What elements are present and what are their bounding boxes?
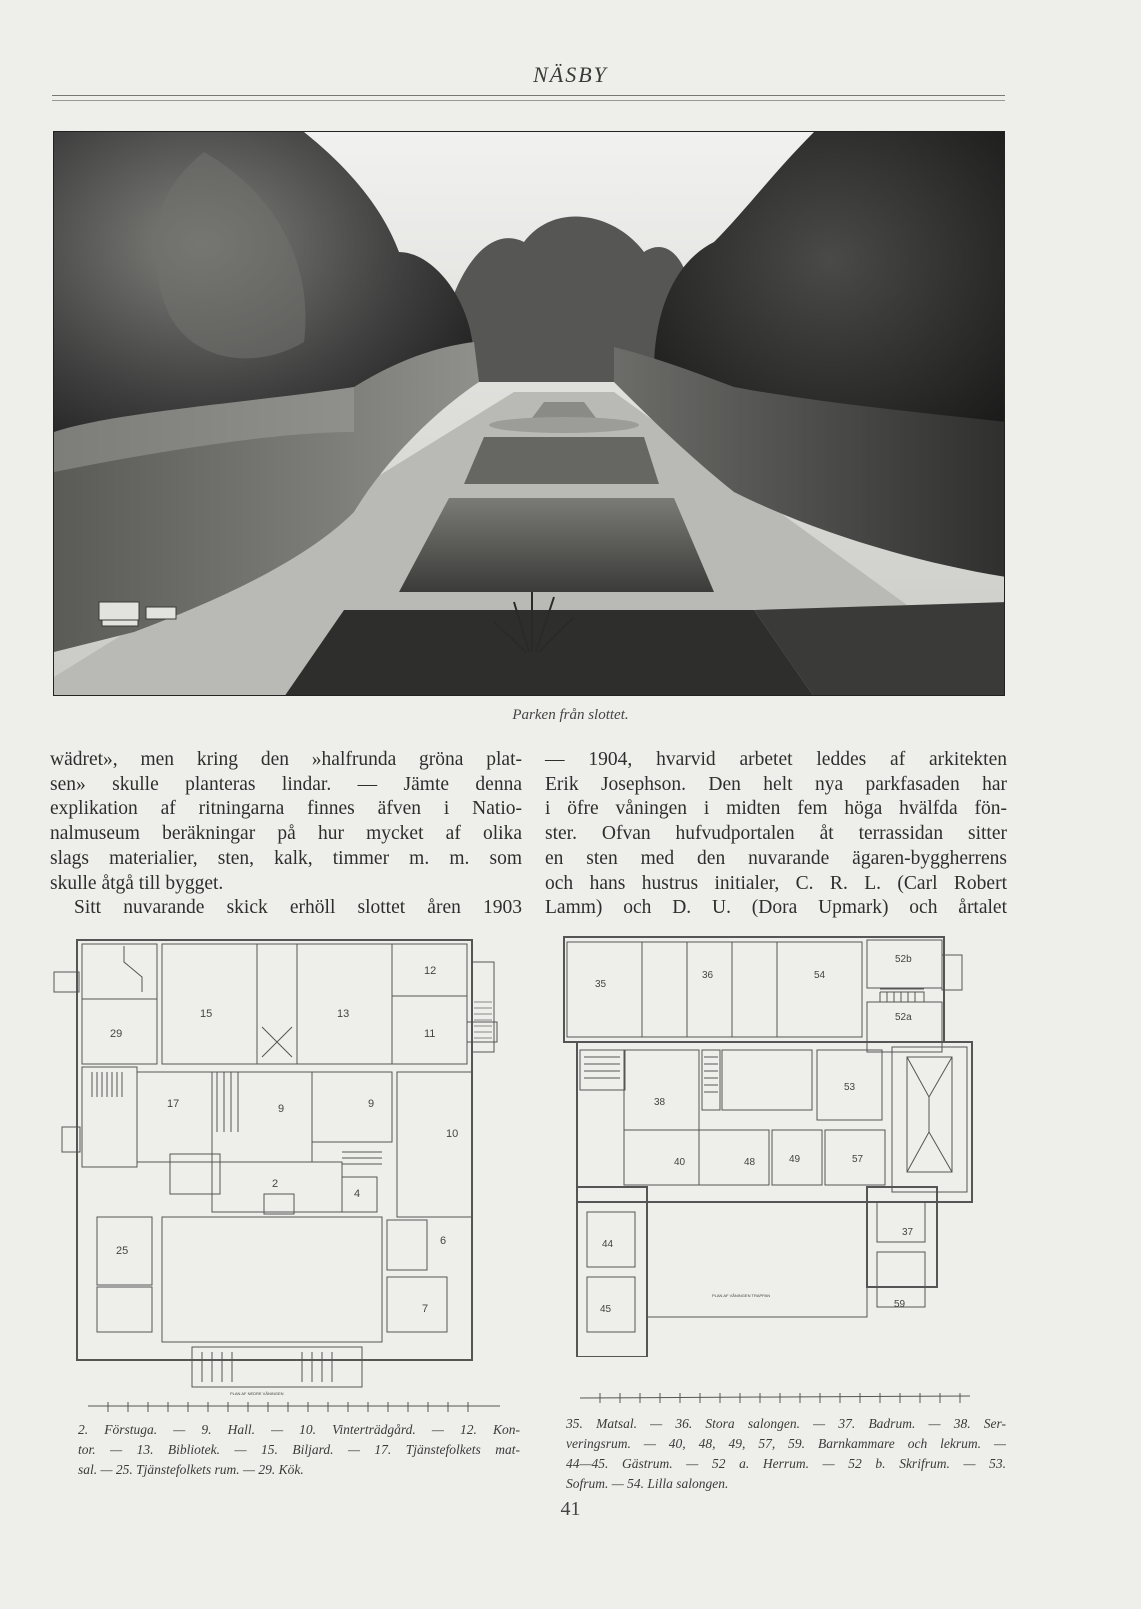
- legend-line: Sofrum. — 54. Lilla salongen.: [566, 1476, 729, 1491]
- text-line: wädret», men kring den »halfrunda gröna plat-: [50, 749, 522, 770]
- plan-legend-right: [566, 1414, 1006, 1494]
- text-line: skulle åtgå till bygget.: [50, 872, 224, 894]
- text-line: — 1904, hvarvid arbetet leddes af arkitekten: [545, 749, 1007, 770]
- room-number: 40: [674, 1157, 686, 1168]
- room-number: 59: [894, 1299, 906, 1310]
- room-number: 17: [167, 1098, 180, 1110]
- room-number: 9: [278, 1103, 285, 1115]
- text-line: och hans hustrus initialer, C. R. L. (Carl Robert: [545, 872, 1007, 894]
- text-line: slags materialier, sten, kalk, timmer m. m. som: [50, 847, 522, 869]
- room-number: 57: [852, 1154, 864, 1165]
- room-number: 4: [354, 1188, 361, 1200]
- room-number: 52a: [895, 1012, 912, 1023]
- running-head: NÄSBY: [533, 62, 608, 87]
- room-number: 45: [600, 1304, 612, 1315]
- plan-legend-left: [78, 1420, 520, 1480]
- scale-bar-right: [580, 1390, 990, 1408]
- room-number: 13: [337, 1008, 350, 1020]
- legend-line: 2. Förstuga. — 9. Hall. — 10. Vinterträdgård. — 12. Kon-: [78, 1422, 520, 1437]
- room-number: 36: [702, 970, 714, 981]
- room-number: 53: [844, 1082, 856, 1093]
- room-number: 7: [422, 1303, 429, 1315]
- text-column-right: [545, 748, 1007, 921]
- room-number: 25: [116, 1245, 129, 1257]
- plan-label: PLAN AF NEDRE VÅNINGEN: [230, 1391, 284, 1396]
- room-number: 29: [110, 1028, 123, 1040]
- text-line: sen» skulle planteras lindar. — Jämte denna: [50, 773, 522, 795]
- room-number: 6: [440, 1235, 447, 1247]
- text-line: ster. Ofvan hufvudportalen åt terrassidan sitter: [545, 823, 1007, 845]
- room-number: 38: [654, 1097, 666, 1108]
- room-number: 9: [368, 1098, 375, 1110]
- plan-label: PLAN AF VÅNINGEN TRAPPAN: [712, 1293, 771, 1298]
- text-line: explikation af ritningarna finnes äfven i Natio-: [50, 798, 522, 820]
- photo-caption: Parken från slottet.: [512, 707, 629, 723]
- room-number: 2: [272, 1178, 279, 1190]
- legend-line: tor. — 13. Bibliotek. — 15. Biljard. — 17. Tjänstefolkets mat-: [78, 1442, 520, 1457]
- legend-line: sal. — 25. Tjänstefolkets rum. — 29. Kök.: [78, 1462, 304, 1477]
- floor-plan-ground: [52, 932, 528, 1402]
- legend-line: veringsrum. — 40, 48, 49, 57, 59. Barnkammare och lekrum. —: [566, 1436, 1006, 1451]
- room-number: 12: [424, 965, 437, 977]
- room-number: 15: [200, 1008, 213, 1020]
- room-number: 49: [789, 1154, 801, 1165]
- room-number: 11: [424, 1028, 436, 1040]
- header-rule: [52, 95, 1005, 96]
- page-number: 41: [560, 1498, 581, 1520]
- room-number: 52b: [895, 954, 912, 965]
- room-number: 10: [446, 1128, 459, 1140]
- text-line: nalmuseum beräkningar på hur mycket af olika: [50, 823, 522, 845]
- legend-line: 44—45. Gästrum. — 52 a. Herrum. — 52 b. Skrifrum. — 53.: [566, 1456, 1006, 1471]
- room-number: 35: [595, 979, 607, 990]
- text-line: Erik Josephson. Den helt nya parkfasaden har: [545, 773, 1007, 795]
- room-number: 37: [902, 1227, 914, 1238]
- scale-bar-left: [88, 1400, 500, 1418]
- text-line: Sitt nuvarande skick erhöll slottet åren 1903: [74, 897, 522, 919]
- room-number: 48: [744, 1157, 756, 1168]
- text-line: en sten med den nuvarande ägaren-byggherrens: [545, 847, 1007, 869]
- text-line: Lamm) och D. U. (Dora Upmark) och årtalet: [545, 897, 1007, 919]
- room-number: 54: [814, 970, 826, 981]
- park-photograph: [53, 131, 1005, 696]
- floor-plan-upper: [562, 932, 1006, 1357]
- room-number: 44: [602, 1239, 614, 1250]
- header-rule-thin: [52, 100, 1005, 101]
- text-column-left: [50, 748, 522, 921]
- legend-line: 35. Matsal. — 36. Stora salongen. — 37. Badrum. — 38. Ser-: [566, 1416, 1006, 1431]
- text-line: i öfre våningen i midten fem höga hvälfda fön-: [545, 798, 1007, 820]
